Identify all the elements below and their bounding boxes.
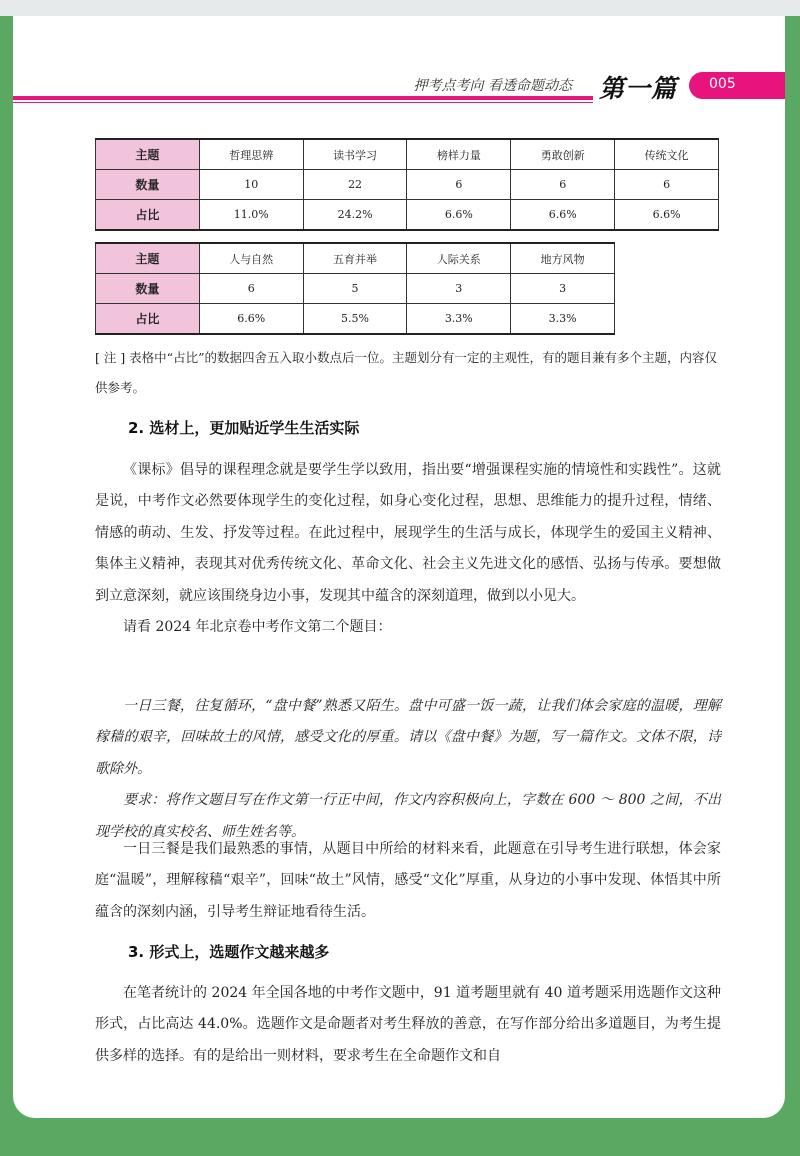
theme-stats-table-2 (95, 242, 615, 335)
table-row (96, 170, 719, 200)
prompt-paragraph: 一日三餐，往复循环，“盘中餐”熟悉又陌生。盘中可盛一饭一蔬，让我们体会家庭的温暖，理解稼穑的艰辛，回味故土的风情，感受文化的厚重。请以《盘中餐》为题，写一篇作文。文体不限，诗歌除外。 (95, 698, 721, 777)
section-title: 第一篇 (599, 74, 678, 103)
table-cell: 10 (199, 170, 303, 200)
page-number: 005 (709, 76, 736, 92)
table-cell: 主题 (96, 139, 200, 170)
table-cell: 3.3% (407, 304, 511, 335)
paragraph: 一日三餐是我们最熟悉的事情，从题目中所给的材料来看，此题意在引导考生进行联想，体会家庭“温暖”，理解稼穑“艰辛”，回味“故土”风情，感受“文化”厚重，从身边的小事中发现、体悟其中所蕴含的深刻内涵，引导考生辩证地看待生活。 (95, 841, 721, 920)
table-cell: 6.6% (615, 200, 719, 231)
table-cell: 3 (511, 274, 615, 304)
table-cell: 五育并举 (303, 243, 407, 274)
table-note: [ 注 ] 表格中“占比”的数据四舍五入取小数点后一位。主题划分有一定的主观性，有的题目兼有多个主题，内容仅供参考。 (95, 350, 717, 395)
table-cell: 24.2% (303, 200, 407, 231)
table-cell: 6.6% (407, 200, 511, 231)
table-row (96, 304, 615, 335)
top-strip (0, 0, 800, 16)
table-cell: 人与自然 (199, 243, 303, 274)
header-rule-thin (13, 102, 593, 103)
table-row (96, 200, 719, 231)
book-page (13, 16, 785, 1118)
table-cell: 3 (407, 274, 511, 304)
body-block-2 (95, 834, 721, 928)
prompt-requirements: 要求：将作文题目写在作文第一行正中间，作文内容积极向上，字数在 600 ～ 800 之间，不出现学校的真实校名、师生姓名等。 (95, 792, 721, 840)
header-rule-thick (13, 96, 593, 100)
table-cell: 6 (199, 274, 303, 304)
table-cell: 数量 (96, 274, 200, 304)
table-cell: 读书学习 (303, 139, 407, 170)
table-cell: 勇敢创新 (511, 139, 615, 170)
table-cell: 5 (303, 274, 407, 304)
table-cell: 数量 (96, 170, 200, 200)
table-cell: 6.6% (199, 304, 303, 335)
table-cell: 地方风物 (511, 243, 615, 274)
section-heading-3: 3. 形式上，选题作文越来越多 (128, 943, 330, 961)
table-cell: 3.3% (511, 304, 615, 335)
table-cell: 人际关系 (407, 243, 511, 274)
table-row (96, 274, 615, 304)
paragraph: 《课标》倡导的课程理念就是要学生学以致用，指出要“增强课程实施的情境性和实践性”。这就是说，中考作文必然要体现学生的变化过程，如身心变化过程，思想、思维能力的提升过程，情绪、情感的萌动、生发、抒发等过程。在此过程中，展现学生的生活与成长，体现学生的爱国主义精神、集体主义精神，表现其对优秀传统文化、革命文化、社会主义先进文化的感悟、弘扬与传承。要想做到立意深刻，就应该围绕身边小事，发现其中蕴含的深刻道理，做到以小见大。 (95, 462, 721, 604)
body-block-3 (95, 978, 721, 1072)
paragraph: 在笔者统计的 2024 年全国各地的中考作文题中，91 道考题里就有 40 道考题采用选题作文这种形式，占比高达 44.0%。选题作文是命题者对考生释放的善意，在写作部分给出多道题目，为考生提供多样的选择。有的是给出一则材料，要求考生在全命题作文和自 (95, 985, 721, 1064)
table-cell: 6 (511, 170, 615, 200)
table-cell: 主题 (96, 243, 200, 274)
table-row (96, 139, 719, 170)
exam-prompt (95, 691, 721, 848)
header-slogan: 押考点考向 看透命题动态 (413, 78, 572, 94)
section-heading-2: 2. 选材上，更加贴近学生生活实际 (128, 419, 360, 437)
table-cell: 榜样力量 (407, 139, 511, 170)
table-cell: 6 (407, 170, 511, 200)
table-cell: 传统文化 (615, 139, 719, 170)
theme-stats-table-1 (95, 138, 719, 231)
paragraph: 请看 2024 年北京卷中考作文第二个题目： (123, 619, 392, 636)
page-number-badge (689, 72, 785, 99)
table-cell: 22 (303, 170, 407, 200)
table-cell: 占比 (96, 200, 200, 231)
table-cell: 占比 (96, 304, 200, 335)
body-block-1 (95, 455, 721, 643)
table-row (96, 243, 615, 274)
table-cell: 6 (615, 170, 719, 200)
table-cell: 5.5% (303, 304, 407, 335)
table-cell: 6.6% (511, 200, 615, 231)
table-cell: 哲理思辨 (199, 139, 303, 170)
table-cell: 11.0% (199, 200, 303, 231)
